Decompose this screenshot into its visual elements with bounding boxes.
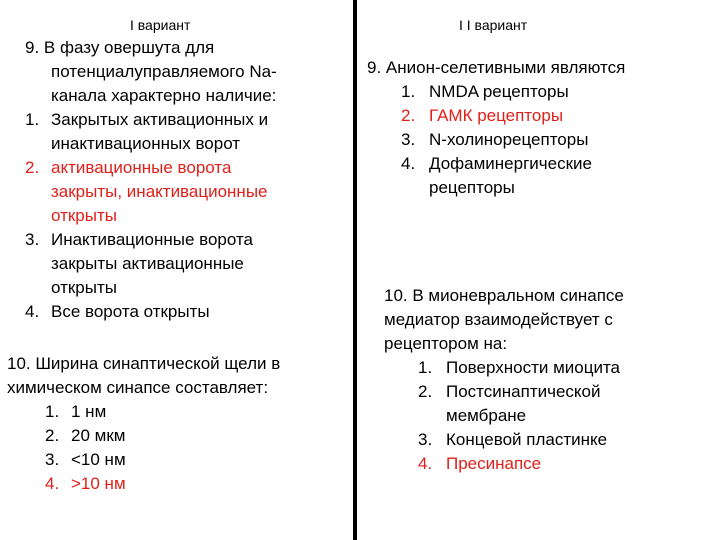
option-text: Концевой пластинке [446,430,608,449]
left-question-10 [7,352,280,496]
right-question-9 [367,56,625,200]
option-number: 1. [401,82,416,101]
answer-option-line [7,448,280,472]
answer-option-line [7,472,280,496]
answer-options [384,356,624,476]
option-text: <10 нм [71,450,126,469]
option-text: Все ворота открыты [51,302,210,321]
answer-option-line [384,404,624,428]
option-text: Дофаминергические [429,154,592,173]
answer-option-line [367,80,625,104]
option-number: 1. [25,110,40,129]
option-text: Закрытых активационных и [51,110,269,129]
option-number: 4. [401,154,416,173]
option-number: 3. [401,130,416,149]
question-line: 9. В фазу овершута для [25,38,215,57]
question-line: медиатор взаимодействует с [384,310,613,329]
option-text: ГАМК рецепторы [429,106,564,125]
answer-options [7,400,280,496]
answer-option-line [367,128,625,152]
question-line: 9. Анион-селетивными являются [367,58,626,77]
option-text: инактивационных ворот [51,134,241,153]
option-text: мембране [446,406,527,425]
option-text: 1 нм [71,402,107,421]
option-text: 20 мкм [71,426,126,445]
option-text: открыты [51,206,117,225]
answer-option-line [7,424,280,448]
answer-option-line [367,152,625,176]
option-number: 3. [45,450,60,469]
answer-option-line [25,252,277,276]
answer-option-line [367,176,625,200]
option-text: Инактивационные ворота [51,230,254,249]
answer-option-line [25,204,277,228]
option-number: 1. [418,358,433,377]
column-divider [353,0,357,540]
answer-options [367,80,625,200]
answer-option-line [384,380,624,404]
option-text: N-холинорецепторы [429,130,589,149]
option-text: открыты [51,278,117,297]
answer-option-line [25,228,277,252]
option-number: 2. [25,158,40,177]
option-number: 3. [418,430,433,449]
option-text: >10 нм [71,474,126,493]
option-number: 4. [45,474,60,493]
question-line: потенциалуправляемого Na- [51,62,277,81]
answer-option-line [384,452,624,476]
option-text: закрыты, инактивационные [51,182,268,201]
answer-option-line [7,400,280,424]
answer-option-line [384,428,624,452]
option-text: NMDA рецепторы [429,82,569,101]
variant-1-heading: I вариант [130,17,191,33]
answer-option-line [25,132,277,156]
answer-option-line [25,180,277,204]
answer-options [25,108,277,324]
left-question-9 [25,36,277,324]
option-number: 4. [418,454,433,473]
option-text: Пресинапсе [446,454,542,473]
option-number: 3. [25,230,40,249]
answer-option-line [25,108,277,132]
option-number: 2. [45,426,60,445]
option-number: 4. [25,302,40,321]
answer-option-line [25,276,277,300]
answer-option-line [25,300,277,324]
question-line: 10. В мионевральном синапсе [384,286,624,305]
right-question-10 [384,284,624,476]
variant-2-heading: I I вариант [459,17,528,33]
answer-option-line [25,156,277,180]
option-text: активационные ворота [51,158,232,177]
option-number: 1. [45,402,60,421]
answer-option-line [384,356,624,380]
option-text: рецепторы [429,178,515,197]
option-text: Поверхности миоцита [446,358,621,377]
option-number: 2. [401,106,416,125]
option-number: 2. [418,382,433,401]
option-text: Постсинаптической [446,382,601,401]
option-text: закрыты активационные [51,254,244,273]
question-line: рецептором на: [384,334,508,353]
question-line: химическом синапсе составляет: [7,378,269,397]
answer-option-line [367,104,625,128]
question-line: канала характерно наличие: [51,86,277,105]
question-line: 10. Ширина синаптической щели в [7,354,281,373]
